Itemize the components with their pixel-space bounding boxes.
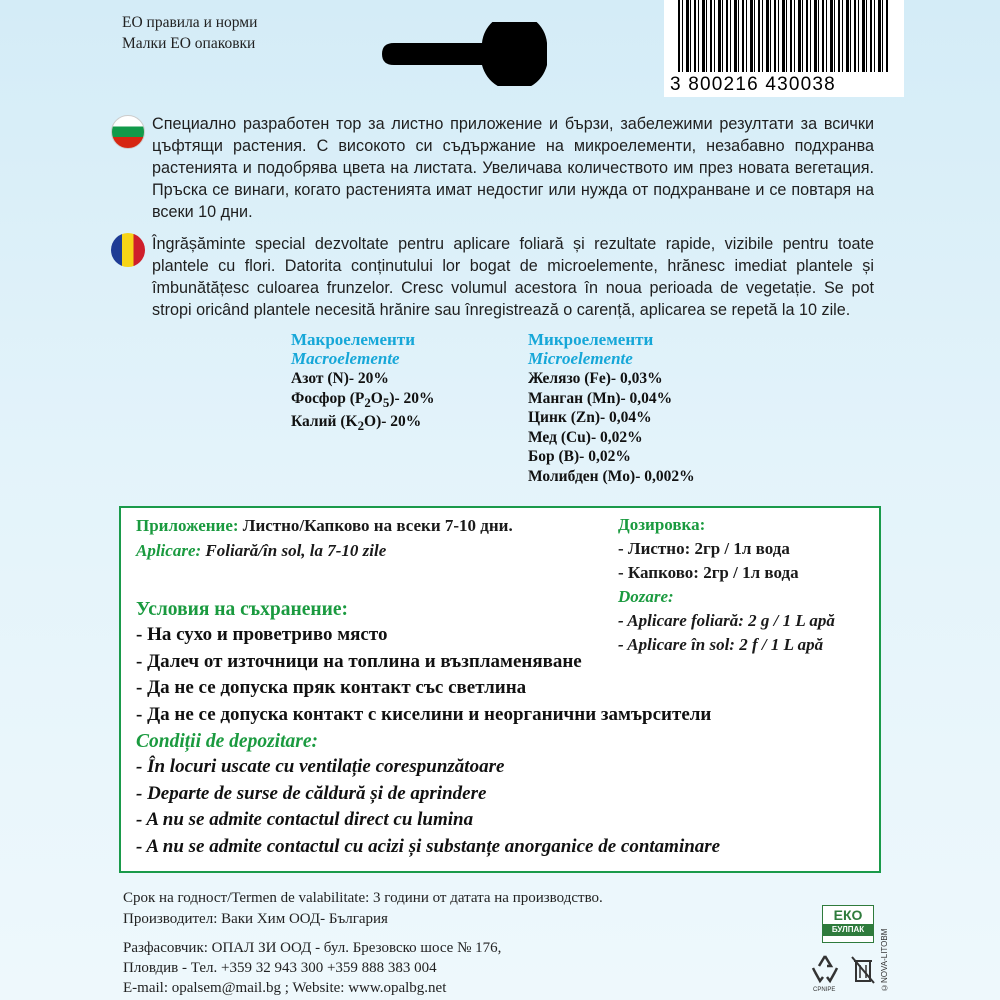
storage-item-ro: - Departe de surse de căldură și de aprindere (136, 782, 487, 804)
dosage-item-bg: - Капково: 2гр / 1л вода (618, 563, 799, 582)
dosage-title-bg: Дозировка: (618, 515, 706, 534)
macro-item: Фосфор $(P_2O_5)-$ 20% (291, 389, 435, 410)
printer-mark: ©NOVA-LITOBM (880, 928, 889, 992)
romania-flag-icon (111, 233, 145, 267)
hang-hole (382, 22, 547, 86)
storage-title-bg: Условия на съхранение: (136, 599, 348, 620)
micro-item: Цинк (Zn)- 0,04% (528, 409, 652, 426)
barcode-bars (678, 0, 890, 72)
storage-item-ro: - A nu se admite contactul direct cu lumina (136, 809, 474, 831)
storage-item-bg: - Да не се допуска контакт с киселини и неорганични замърсители (136, 704, 712, 726)
macro-title-ro: Macroelemente (291, 349, 400, 368)
packer-phone: Пловдив - Тел. +359 32 943 300 +359 888 383 004 (123, 960, 437, 976)
dosage-item-ro: - Aplicare în sol: 2 f / 1 L apă (618, 635, 824, 654)
micro-item: Манган (Mn)- 0,04% (528, 389, 673, 407)
dosage-title-ro: Dozare: (618, 587, 674, 606)
microelements (528, 330, 695, 486)
eu-line-2: Малки ЕО опаковки (122, 35, 256, 52)
macroelements (291, 330, 435, 436)
eu-regulations (122, 12, 257, 54)
recycle-label: CPNIPE (813, 987, 836, 993)
micro-item: Бор (B)- 0,02% (528, 448, 631, 465)
description-bg: Специално разработен тор за листно приложение и бързи, забележими резултати за всички цъфтящи растения. С високото си съдържание на микроелементи, незабавно подхранва растенията и подобрява цвета на листата. Увеличава количеството им през новата вегетация. Пръска се винаги, когато растенията имат недостиг или нужда от подхранване и се повтаря на всеки 10 дни. (152, 115, 874, 221)
storage-title-ro: Condiții de depozitare: (136, 730, 318, 752)
dosage-item-bg: - Листно: 2гр / 1л вода (618, 539, 790, 558)
storage-item-bg: - Далеч от източници на топлина и възпламеняване (136, 650, 582, 672)
recycle-icon (808, 952, 842, 986)
micro-title-ro: Microelemente (528, 349, 633, 368)
description-ro: Îngrășăminte special dezvoltate pentru aplicare foliară și rezultate rapide, vizibile pentru toate plantele cu flori. Datorita conținutului lor bogat de microelemente, hrănesc imediat plantele și îmbunătățesc culoarea frunzelor. Cresc volumul acestora în noua perioada de vegetație. Se pot stropi oricând plantele necesită hrănire sau înregistrează o carență, aplicarea se repetă la 10 zile. (152, 235, 874, 319)
storage-conditions (136, 597, 720, 861)
contact-info: E-mail: opalsem@mail.bg ; Website: www.opalbg.net (123, 980, 447, 996)
micro-item: Желязо (Fe)- 0,03% (528, 370, 663, 387)
application-ro (136, 539, 386, 563)
barcode (664, 0, 904, 97)
application-bg (136, 514, 513, 538)
eu-line-1: ЕО правила и норми (122, 14, 258, 31)
application-label-ro: Aplicare: (136, 541, 202, 560)
storage-item-ro: - A nu se admite contactul cu acizi și substanțe anorganice de contaminare (136, 835, 721, 857)
no-litter-bin-icon (850, 955, 876, 985)
bulgaria-flag-icon (111, 115, 145, 149)
application-value-ro: Foliară/în sol, la 7-10 zile (201, 541, 387, 560)
micro-item: Молибден (Mo)- 0,002% (528, 467, 695, 485)
macro-item: Азот (N)- 20% (291, 370, 389, 387)
shelf-life: Срок на годност/Termen de valabilitate: 3 години от датата на производство. (123, 890, 603, 906)
macro-item: Калий $(K_2O)-$ 20% (291, 413, 422, 434)
application-value-bg: Листно/Капково на всеки 7-10 дни. (238, 516, 513, 535)
storage-item-ro: - În locuri uscate cu ventilație corespunzătoare (136, 755, 505, 777)
macro-title-bg: Макроелементи (291, 330, 415, 349)
barcode-number: 3 800216 430038 (670, 74, 836, 95)
micro-title-bg: Микроелементи (528, 330, 654, 349)
eko-bulpak-logo: ЕКО БУЛПАК (822, 905, 874, 943)
application-label-bg: Приложение: (136, 516, 239, 535)
micro-item: Мед (Cu)- 0,02% (528, 428, 643, 446)
storage-item-bg: - На сухо и проветриво място (136, 624, 388, 645)
packer-address: Разфасовчик: ОПАЛ ЗИ ООД - бул. Брезовско шосе № 176, (123, 940, 502, 956)
storage-item-bg: - Да не се допуска пряк контакт със светлина (136, 677, 527, 699)
dosage-item-ro: - Aplicare foliară: 2 g / 1 L apă (618, 611, 835, 630)
producer: Производител: Ваки Хим ООД- България (123, 911, 388, 927)
